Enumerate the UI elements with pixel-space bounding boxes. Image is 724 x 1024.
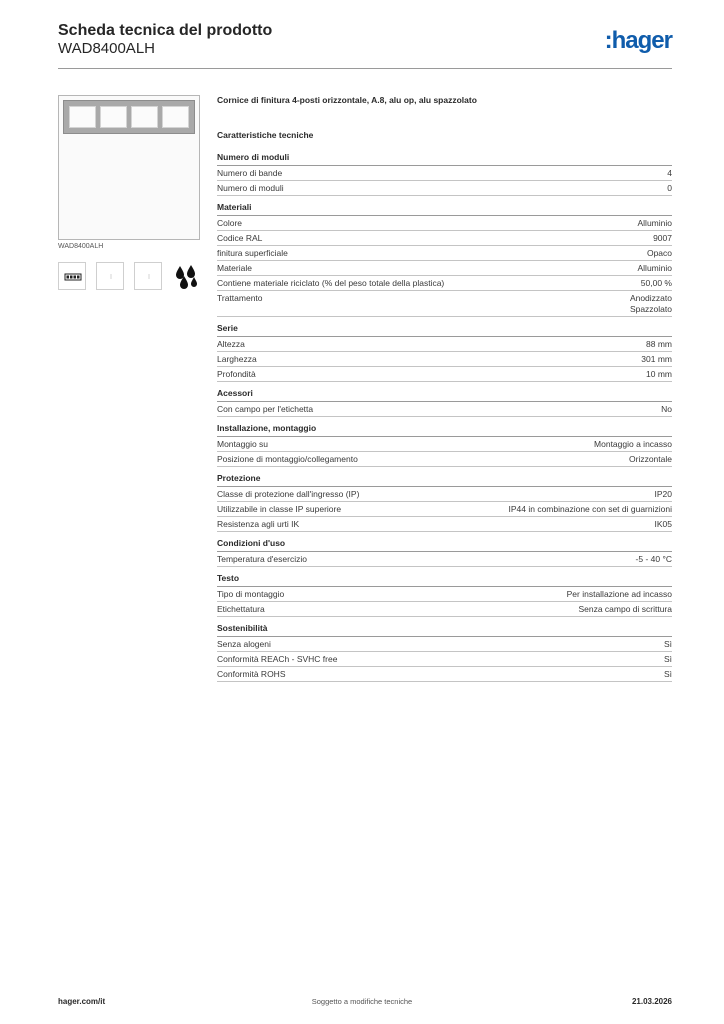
spec-content	[217, 94, 672, 688]
spec-section	[217, 573, 672, 617]
spec-value: Alluminio	[637, 263, 672, 273]
spec-sections	[217, 152, 672, 682]
spec-section	[217, 538, 672, 567]
product-description: Cornice di finitura 4-posti orizzontale, A.8, alu op, alu spazzolato	[217, 95, 477, 105]
spec-label: Resistenza agli urti IK	[217, 519, 300, 529]
spec-label: Numero di moduli	[217, 183, 284, 193]
blank-icon	[134, 262, 162, 290]
section-title: Condizioni d'uso	[217, 538, 672, 552]
spec-value: Opaco	[646, 248, 672, 258]
footer-website: hager.com/it	[58, 997, 106, 1006]
tech-heading: Caratteristiche tecniche	[217, 130, 314, 140]
spec-row	[217, 637, 672, 652]
spec-row	[217, 291, 672, 317]
spec-row	[217, 166, 672, 181]
spec-row	[217, 602, 672, 617]
section-title: Acessori	[217, 388, 672, 402]
spec-label: Montaggio su	[217, 439, 269, 449]
spec-value: 10 mm	[646, 369, 672, 379]
section-title: Protezione	[217, 473, 672, 487]
spec-section	[217, 323, 672, 382]
spec-value: Sì	[663, 639, 672, 649]
spec-value: -5 - 40 °C	[635, 554, 672, 564]
header-divider	[58, 68, 672, 69]
spec-row	[217, 502, 672, 517]
section-title: Testo	[217, 573, 672, 587]
spec-row	[217, 246, 672, 261]
spec-value: No	[661, 404, 672, 414]
product-icons	[58, 262, 200, 292]
frame-illustration	[63, 100, 195, 134]
spec-value: 9007	[653, 233, 672, 243]
spec-row	[217, 216, 672, 231]
spec-row	[217, 487, 672, 502]
spec-label: Profondità	[217, 369, 256, 379]
section-title: Serie	[217, 323, 672, 337]
spec-label: Temperatura d'esercizio	[217, 554, 307, 564]
spec-section	[217, 623, 672, 682]
image-caption: WAD8400ALH	[58, 243, 104, 250]
blank-icon	[96, 262, 124, 290]
spec-section	[217, 152, 672, 196]
spec-value: Montaggio a incasso	[594, 439, 672, 449]
module-grid-icon	[58, 262, 86, 290]
spec-label: Altezza	[217, 339, 245, 349]
section-title: Sostenibilità	[217, 623, 672, 637]
frame-slot	[100, 106, 127, 128]
spec-label: Utilizzabile in classe IP superiore	[217, 504, 342, 514]
spec-label: Larghezza	[217, 354, 257, 364]
spec-value: 88 mm	[646, 339, 672, 349]
spec-value: 0	[667, 183, 672, 193]
spec-value: Alluminio	[637, 218, 672, 228]
spec-label: Codice RAL	[217, 233, 263, 243]
spec-label: Numero di bande	[217, 168, 283, 178]
spec-row	[217, 437, 672, 452]
spec-section	[217, 423, 672, 467]
spec-label: Materiale	[217, 263, 252, 273]
spec-row	[217, 231, 672, 246]
spec-label: Contiene materiale riciclato (% del peso totale della plastica)	[217, 278, 445, 288]
spec-value: 50,00 %	[640, 278, 672, 288]
spec-label: Conformità REACh - SVHC free	[217, 654, 338, 664]
frame-slot	[69, 106, 96, 128]
spec-value: Orizzontale	[629, 454, 672, 464]
spec-row	[217, 337, 672, 352]
footer-note: Soggetto a modifiche tecniche	[311, 997, 413, 1006]
spec-row	[217, 402, 672, 417]
spec-value: Anodizzato Spazzolato	[629, 293, 672, 314]
spec-value: Sì	[663, 669, 672, 679]
spec-value: IK05	[654, 519, 672, 529]
spec-row	[217, 261, 672, 276]
spec-label: Colore	[217, 218, 243, 228]
spec-label: Senza alogeni	[217, 639, 271, 649]
spec-row	[217, 352, 672, 367]
spec-value: 4	[667, 168, 672, 178]
spec-value: Per installazione ad incasso	[566, 589, 672, 599]
section-title: Installazione, montaggio	[217, 423, 672, 437]
spec-row	[217, 181, 672, 196]
spec-value: IP44 in combinazione con set di guarnizioni	[508, 504, 672, 514]
spec-row	[217, 552, 672, 567]
spec-row	[217, 367, 672, 382]
spec-row	[217, 587, 672, 602]
footer-date: 21.03.2026	[631, 997, 672, 1006]
spec-value: IP20	[654, 489, 672, 499]
section-title: Materiali	[217, 202, 672, 216]
spec-row	[217, 276, 672, 291]
spec-label: finitura superficiale	[217, 248, 288, 258]
document-title: Scheda tecnica del prodotto	[58, 22, 273, 39]
frame-slot	[131, 106, 158, 128]
spec-row	[217, 667, 672, 682]
spec-label: Classe di protezione dall'ingresso (IP)	[217, 489, 360, 499]
spec-section	[217, 388, 672, 417]
spec-value: Senza campo di scrittura	[578, 604, 672, 614]
section-title: Numero di moduli	[217, 152, 672, 166]
spec-label: Posizione di montaggio/collegamento	[217, 454, 358, 464]
hager-logo: :hager	[604, 27, 672, 54]
spec-label: Con campo per l'etichetta	[217, 404, 314, 414]
spec-section	[217, 473, 672, 532]
spec-value: 301 mm	[641, 354, 672, 364]
product-image	[58, 95, 200, 240]
spec-label: Etichettatura	[217, 604, 265, 614]
spec-label: Conformità ROHS	[217, 669, 286, 679]
product-code: WAD8400ALH	[58, 40, 155, 57]
spec-section	[217, 202, 672, 317]
spec-label: Tipo di montaggio	[217, 589, 285, 599]
frame-slot	[162, 106, 189, 128]
spec-row	[217, 517, 672, 532]
spec-row	[217, 452, 672, 467]
spec-row	[217, 652, 672, 667]
water-drops-icon	[172, 262, 200, 290]
spec-value: Sì	[663, 654, 672, 664]
spec-label: Trattamento	[217, 293, 263, 303]
